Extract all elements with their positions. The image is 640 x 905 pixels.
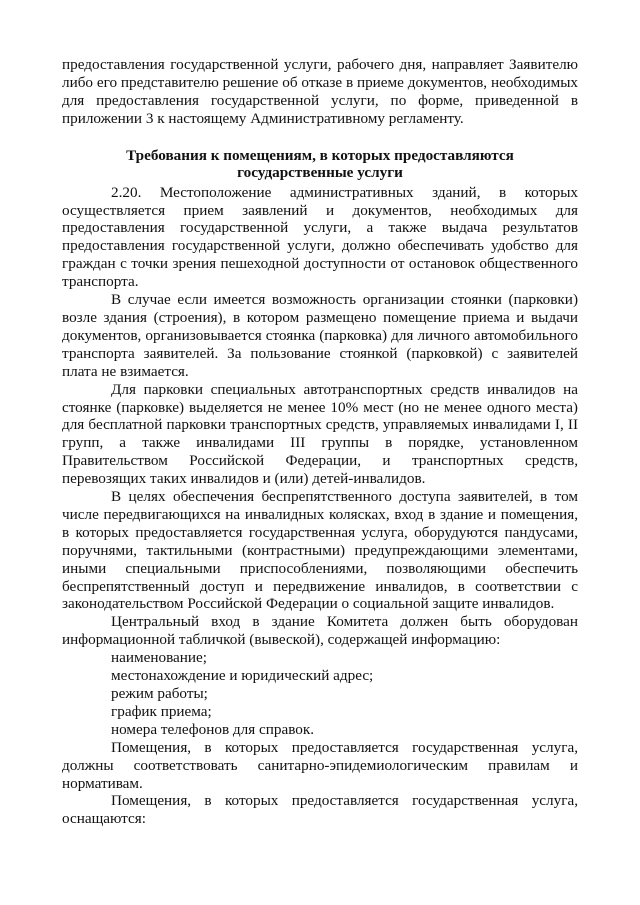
list-item: номера телефонов для справок. (111, 720, 315, 738)
list-item: местонахождение и юридический адрес; (111, 667, 374, 685)
list-item: наименование; (111, 649, 207, 667)
paragraph-disabled-parking: Для парковки специальных автотранспортных средств инвалидов на стоянке (парковке) выделяется не менее 10% мест (но не менее одного места) для бесплатной парковки транспортных средств, управляемых инвалидами I, II групп, а также инвалидами III группы в порядке, установленном Правительством Российской Федерации, и транспортных средств, перевозящих таких инвалидов и (или) детей-инвалидов. (62, 380, 578, 488)
document-page (62, 56, 578, 828)
paragraph-entrance-sign: Центральный вход в здание Комитета должен быть оборудован информационной табличкой (вывеской), содержащей информацию: (62, 613, 578, 649)
paragraph-sanitary: Помещения, в которых предоставляется государственная услуга, должны соответствовать санитарно-эпидемиологическим правилам и нормативам. (62, 738, 578, 792)
section-heading-line-1: Требования к помещениям, в которых предоставляются (126, 146, 514, 164)
list-item: график приема; (111, 702, 212, 720)
paragraph-parking: В случае если имеется возможность организации стоянки (парковки) возле здания (строения), в котором размещено помещение приема и выдачи документов, организовывается стоянка (парковка) для личного автомобильного транспорта заявителей. За пользование стоянкой (парковкой) с заявителей плата не взимается. (62, 291, 578, 380)
sign-info-list (62, 649, 578, 739)
section-heading (62, 147, 578, 182)
list-item: режим работы; (111, 685, 208, 702)
intro-paragraph: предоставления государственной услуги, рабочего дня, направляет Заявителю либо его представителю решение об отказе в приеме документов, необходимых для предоставления государственной услуги, по форме, приведенной в приложении 3 к настоящему Административному регламенту. (62, 56, 578, 127)
section-heading-line-2: государственные услуги (237, 164, 403, 182)
paragraph-accessibility: В целях обеспечения беспрепятственного доступа заявителей, в том числе передвигающихся на инвалидных колясках, вход в здание и помещения, в которых предоставляется государственная услуга, оборудуются пандусами, поручнями, тактильными (контрастными) предупреждающими элементами, иными специальными приспособлениями, позволяющими обеспечить беспрепятственный доступ и передвижение инвалидов, в соответствии с законодательством Российской Федерации о социальной защите инвалидов. (62, 488, 578, 613)
paragraph-location: 2.20. Местоположение административных зданий, в которых осуществляется прием заявлений и документов, необходимых для предоставления государственной услуги, а также выдача результатов предоставления государственной услуги, должно обеспечивать удобство для граждан с точки зрения пешеходной доступности от остановок общественного транспорта. (62, 183, 578, 291)
paragraph-equipment: Помещения, в которых предоставляется государственная услуга, оснащаются: (62, 792, 578, 828)
